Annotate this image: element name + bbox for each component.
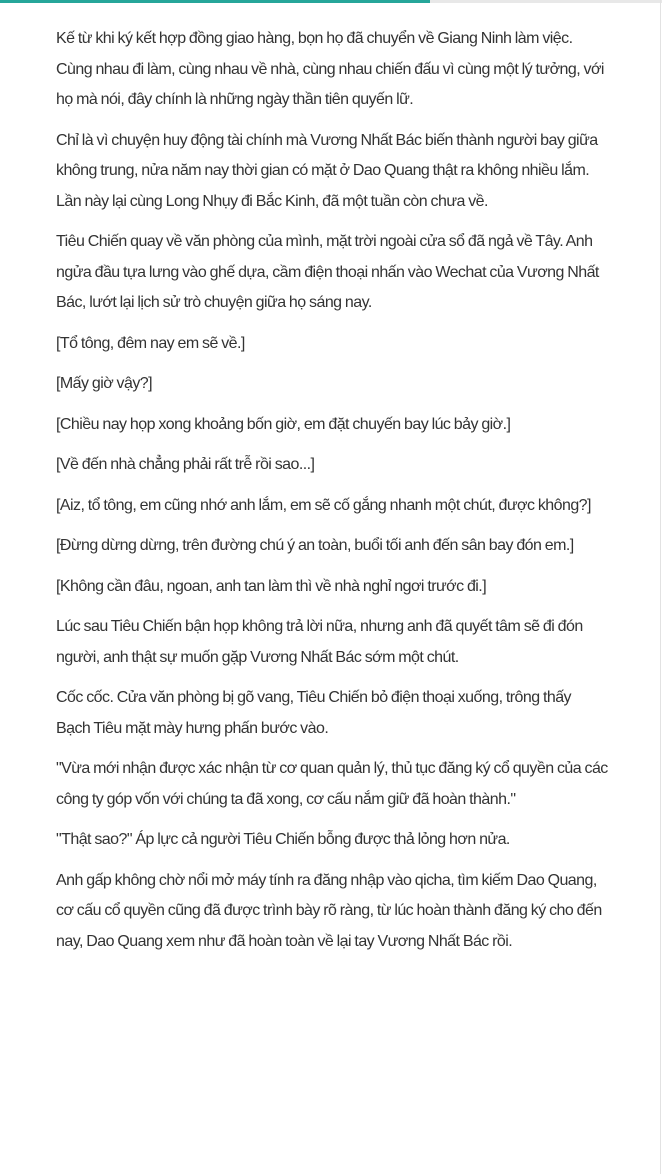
scrollbar-track[interactable] — [660, 0, 661, 1174]
paragraph: Anh gấp không chờ nổi mở máy tính ra đăng nhập vào qicha, tìm kiếm Dao Quang, cơ cấu cổ quyền cũng đã được trình bày rõ ràng, từ lúc hoàn thành đăng ký cho đến nay, Dao Quang xem như đã hoàn toàn về lại tay Vương Nhất Bác rồi. — [56, 871, 602, 950]
chat-message: [Tổ tông, đêm nay em sẽ về.] — [56, 334, 245, 352]
paragraph: Tiêu Chiến quay về văn phòng của mình, mặt trời ngoài cửa sổ đã ngả về Tây. Anh ngửa đầu tựa lưng vào ghế dựa, cầm điện thoại nhấn vào Wechat của Vương Nhất Bác, lướt lại lịch sử trò chuyện giữa họ sáng nay. — [56, 233, 599, 311]
reading-progress-bar — [0, 0, 662, 3]
paragraph: "Thật sao?" Áp lực cả người Tiêu Chiến bỗng được thả lỏng hơn nửa. — [56, 831, 510, 848]
paragraph: Lúc sau Tiêu Chiến bận họp không trả lời nữa, nhưng anh đã quyết tâm sẽ đi đón người, anh thật sự muốn gặp Vương Nhất Bác sớm một chút. — [56, 618, 583, 666]
chat-message: [Mấy giờ vậy?] — [56, 375, 153, 392]
paragraph: Chỉ là vì chuyện huy động tài chính mà Vương Nhất Bác biến thành người bay giữa không trung, nửa năm nay thời gian có mặt ở Dao Quang thật ra không nhiều lắm. Lần này lại cùng Long Nhụy đi Bắc Kinh, đã một tuần còn chưa về. — [56, 131, 598, 210]
chapter-content — [56, 24, 608, 967]
chat-message: [Không cần đâu, ngoan, anh tan làm thì về nhà nghỉ ngơi trước đi.] — [56, 577, 487, 595]
reading-progress-fill — [0, 0, 430, 3]
chat-message: [Về đến nhà chẳng phải rất trễ rồi sao...] — [56, 456, 315, 473]
chat-message: [Đừng dừng dừng, trên đường chú ý an toàn, buổi tối anh đến sân bay đón em.] — [56, 537, 574, 554]
paragraph: "Vừa mới nhận được xác nhận từ cơ quan quản lý, thủ tục đăng ký cổ quyền của các công ty góp vốn với chúng ta đã xong, cơ cấu nắm giữ đã hoàn thành." — [56, 760, 608, 808]
paragraph: Kế từ khi ký kết hợp đồng giao hàng, bọn họ đã chuyển về Giang Ninh làm việc. Cùng nhau đi làm, cùng nhau về nhà, cùng nhau chiến đấu vì cùng một lý tưởng, với họ mà nói, đây chính là những ngày thần tiên quyến lữ. — [56, 30, 604, 108]
chat-message: [Chiều nay họp xong khoảng bốn giờ, em đặt chuyến bay lúc bảy giờ.] — [56, 415, 511, 433]
chat-message: [Aiz, tổ tông, em cũng nhớ anh lắm, em sẽ cố gắng nhanh một chút, được không?] — [56, 496, 591, 514]
paragraph: Cốc cốc. Cửa văn phòng bị gõ vang, Tiêu Chiến bỏ điện thoại xuống, trông thấy Bạch Tiêu mặt mày hưng phấn bước vào. — [56, 689, 572, 737]
